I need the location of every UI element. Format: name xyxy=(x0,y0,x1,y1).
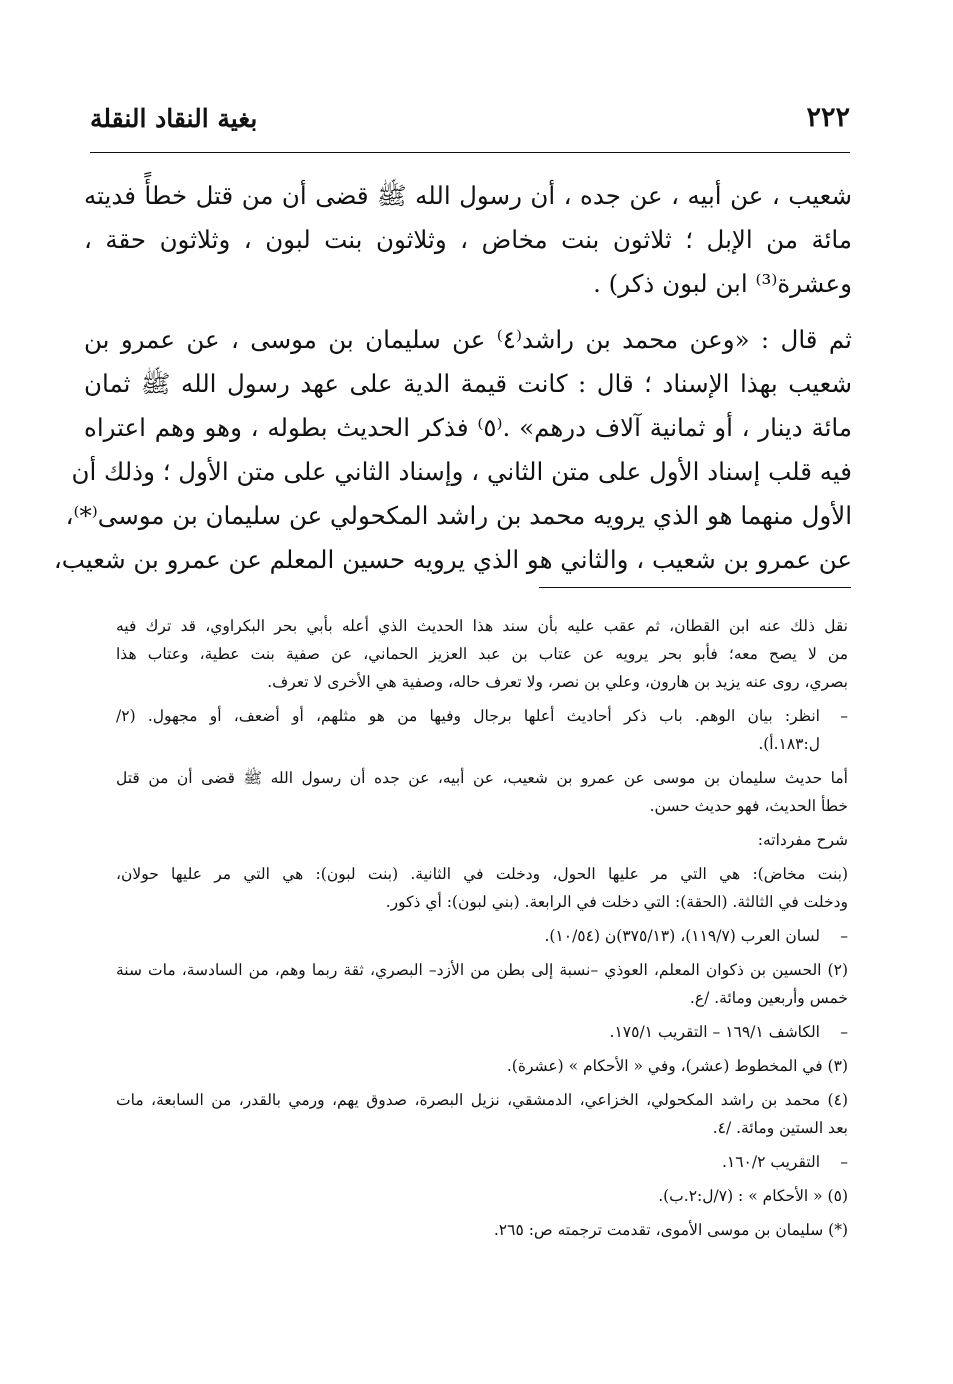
footnote-line: (٣) في المخطوط (عشر)، وفي « الأحكام » (عشرة). xyxy=(506,1057,848,1075)
footnote-5 xyxy=(116,1182,848,1210)
footnote-line: بصري، روى عنه يزيد بن هارون، وعلي بن نصر، ولا تعرف حاله، وصفية هي الأخرى لا تعرف. xyxy=(267,673,848,691)
footnote-line: خمس وأربعين ومائة. /ع. xyxy=(689,989,848,1007)
paragraph-1 xyxy=(84,174,852,306)
footnote-line: (بنت مخاض): هي التي مر عليها الحول، ودخلت في الثانية. (بنت لبون): هي التي مر عليها حولان، xyxy=(116,865,848,883)
footnote-line: نقل ذلك عنه ابن القطان، ثم عقب عليه بأن سند هذا الحديث الذي أعله بأبي بحر البكراوي، قد ترك فيه xyxy=(116,617,848,635)
footnote-reference xyxy=(116,1148,848,1176)
footnote-line: ل:١٨٣.أ). xyxy=(758,735,820,753)
footnote-3 xyxy=(116,1052,848,1080)
footnotes xyxy=(116,612,848,1250)
text-line: فيه قلب إسناد الأول على متن الثاني ، وإسناد الثاني على متن الأول ؛ وذلك أن xyxy=(71,457,852,486)
footnote-reference xyxy=(116,702,848,758)
footnote-reference xyxy=(116,1018,848,1046)
footnote-4 xyxy=(116,1086,848,1142)
footnote-divider xyxy=(539,587,851,588)
text-line: وعشرة⁽³⁾ ابن لبون ذكر) . xyxy=(593,269,852,298)
footnote-line: – انظر: بيان الوهم. باب ذكر أحاديث أعلها برجال وفيها من هو مثلهم، أو أضعف، أو مجهول. (٢/ xyxy=(116,707,820,725)
footnote-heading xyxy=(116,826,848,854)
footnote-line: – التقريب ١٦٠/٢. xyxy=(721,1153,820,1171)
header-divider xyxy=(90,152,850,153)
footnote-note xyxy=(116,764,848,820)
footnote-line: ودخلت في الثالثة. (الحقة): التي دخلت في الرابعة. (بني لبون): أي ذكور. xyxy=(385,893,848,911)
footnote-continuation xyxy=(116,612,848,696)
footnote-line: (٤) محمد بن راشد المكحولي، الخزاعي، الدمشقي، نزيل البصرة، صدوق يهم، ورمي بالقدر، من السابعة، مات xyxy=(116,1091,848,1109)
text-line: مائة دينار ، أو ثمانية آلاف درهم» .⁽٥⁾ فذكر الحديث بطوله ، وهو وهم اعتراه xyxy=(84,413,852,442)
footnote-line: أما حديث سليمان بن موسى عن عمرو بن شعيب، عن أبيه، عن جده أن رسول الله ﷺ قضى أن من قتل xyxy=(116,769,848,787)
footnote-line: – لسان العرب (١١٩/٧)، (٣٧٥/١٣)ن (١٠/٥٤). xyxy=(544,927,820,945)
footnote-2 xyxy=(116,956,848,1012)
text-line: مائة من الإبل ؛ ثلاثون بنت مخاض ، وثلاثون بنت لبون ، وثلاثون حقة ، xyxy=(84,225,852,254)
text-line: عن عمرو بن شعيب ، والثاني هو الذي يرويه حسين المعلم عن عمرو بن شعيب، xyxy=(53,545,852,574)
footnote-line: شرح مفرداته: xyxy=(757,831,848,849)
text-line: شعيب ، عن أبيه ، عن جده ، أن رسول الله ﷺ قضى أن من قتل خطأً فديته xyxy=(84,181,852,210)
running-title: بغية النقاد النقلة xyxy=(90,104,258,133)
footnote-line: (٢) الحسين بن ذكوان المعلم، العوذي –نسبة إلى بطن من الأزد– البصري، ثقة ربما وهم، من السادسة، مات سنة xyxy=(116,961,848,979)
footnote-line: (*) سليمان بن موسى الأموى، تقدمت ترجمته ص: ٢٦٥. xyxy=(493,1221,848,1239)
text-line: شعيب بهذا الإسناد ؛ قال : كانت قيمة الدية على عهد رسول الله ﷺ ثمان xyxy=(84,369,852,398)
main-text xyxy=(53,174,852,582)
text-line: الأول منهما هو الذي يرويه محمد بن راشد المكحولي عن سليمان بن موسى⁽*⁾، xyxy=(65,501,852,530)
text-line: ثم قال : «وعن محمد بن راشد⁽٤⁾ عن سليمان بن موسى ، عن عمرو بن xyxy=(84,325,852,354)
paragraph-2 xyxy=(53,318,852,582)
footnote-line: بعد الستين ومائة. /٤. xyxy=(712,1119,848,1137)
footnote-line: (٥) « الأحكام » : (٧/ل:٢.ب). xyxy=(658,1187,848,1205)
footnote-line: – الكاشف ١٦٩/١ – التقريب ١٧٥/١. xyxy=(609,1023,820,1041)
footnote-glossary xyxy=(116,860,848,916)
page-header xyxy=(90,100,850,146)
footnote-line: من لا يصح معه؛ فأبو بحر يرويه عن عتاب بن عبد العزيز الحماني، عن صفية بنت عطية، وعتاب هذا xyxy=(116,645,848,663)
page-number: ٢٢٢ xyxy=(806,102,850,133)
footnote-star xyxy=(116,1216,848,1244)
footnote-reference xyxy=(116,922,848,950)
footnote-line: خطأ الحديث، فهو حديث حسن. xyxy=(649,797,848,815)
